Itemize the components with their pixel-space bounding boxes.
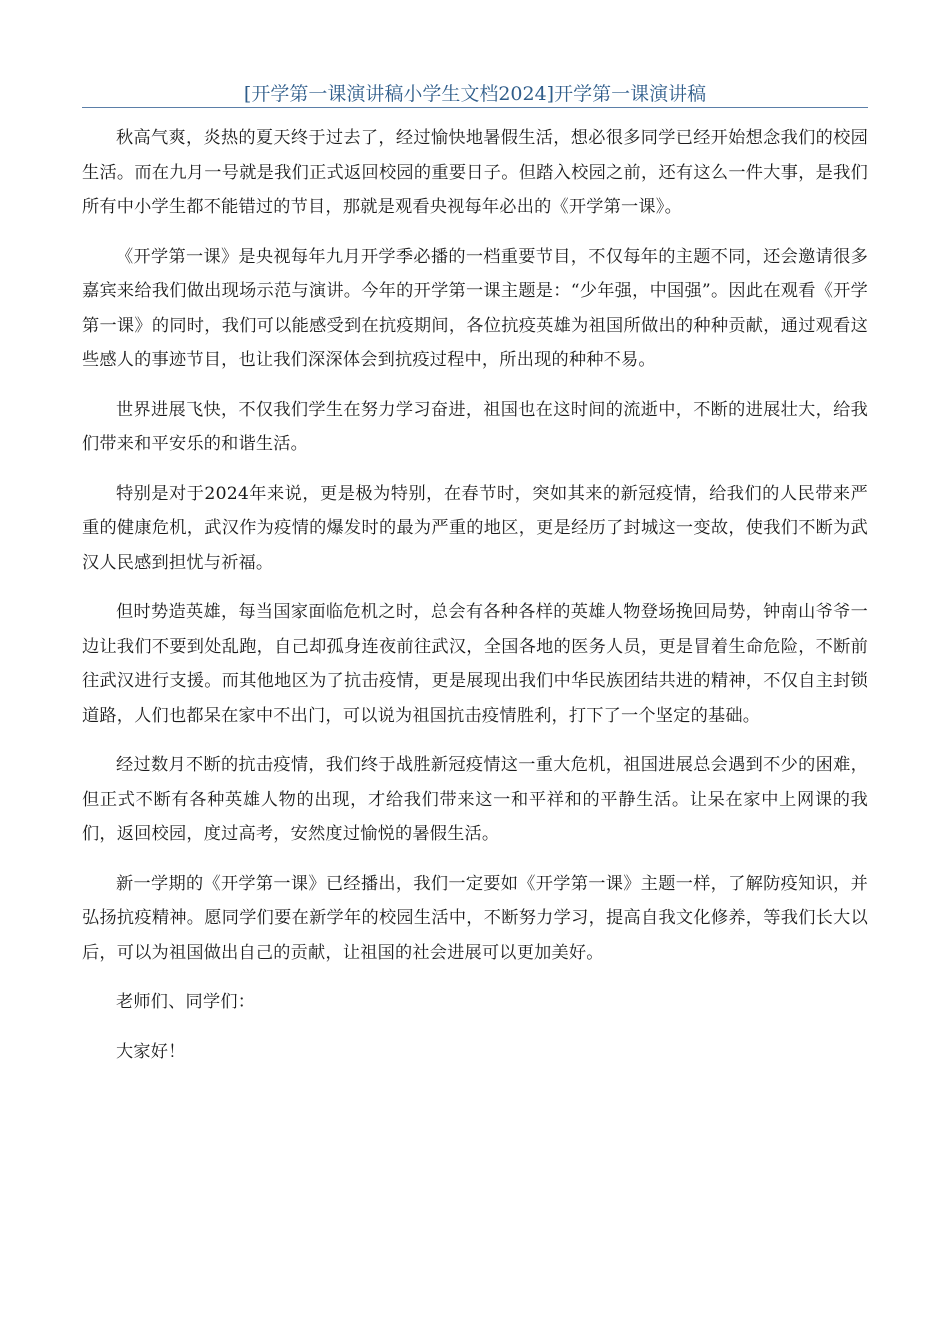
paragraph-heroes: 但时势造英雄，每当国家面临危机之时，总会有各种各样的英雄人物登场挽回局势，钟南山爷爷一边让我们不要到处乱跑，自己却孤身连夜前往武汉，全国各地的医务人员，更是冒着生命危险，不断前往武汉进行支援。而其他地区为了抗击疫情，更是展现出我们中华民族团结共进的精神，不仅自主封锁道路，人们也都呆在家中不出门，可以说为祖国抗击疫情胜利，打下了一个坚定的基础。 — [82, 602, 868, 726]
header-divider — [82, 107, 868, 108]
paragraph-salutation: 老师们、同学们： — [116, 992, 256, 1012]
document-body — [82, 121, 868, 1084]
paragraph-victory: 经过数月不断的抗击疫情，我们终于战胜新冠疫情这一重大危机，祖国进展总会遇到不少的困难，但正式不断有各种英雄人物的出现，才给我们带来这一和平祥和的平静生活。让呆在家中上网课的我们，返回校园，度过高考，安然度过愉悦的暑假生活。 — [82, 755, 868, 844]
paragraph-country-progress: 世界进展飞快，不仅我们学生在努力学习奋进，祖国也在这时间的流逝中，不断的进展壮大，给我们带来和平安乐的和谐生活。 — [82, 399, 868, 454]
paragraph-epidemic-2024: 特别是对于2024年来说，更是极为特别，在春节时，突如其来的新冠疫情，给我们的人民带来严重的健康危机，武汉作为疫情的爆发时的最为严重的地区，更是经历了封城这一变故，使我们不断为武汉人民感到担忧与祈福。 — [82, 483, 868, 573]
paragraph-greeting: 大家好！ — [116, 1041, 186, 1062]
paragraph-program-theme: 《开学第一课》是央视每年九月开学季必播的一档重要节目，不仅每年的主题不同，还会邀请很多嘉宾来给我们做出现场示范与演讲。今年的开学第一课主题是：“少年强，中国强”。因此在观看《开学第一课》的同时，我们可以能感受到在抗疫期间，各位抗疫英雄为祖国所做出的种种贡献，通过观看这些感人的事迹节目，也让我们深深体会到抗疫过程中，所出现的种种不易。 — [82, 246, 868, 370]
paragraph-intro: 秋高气爽，炎热的夏天终于过去了，经过愉快地暑假生活，想必很多同学已经开始想念我们的校园生活。而在九月一号就是我们正式返回校园的重要日子。但踏入校园之前，还有这么一件大事，是我们所有中小学生都不能错过的节目，那就是观看央视每年必出的《开学第一课》。 — [82, 128, 868, 217]
paragraph-new-semester: 新一学期的《开学第一课》已经播出，我们一定要如《开学第一课》主题一样，了解防疫知识，并弘扬抗疫精神。愿同学们要在新学年的校园生活中，不断努力学习，提高自我文化修养，等我们长大以后，可以为祖国做出自己的贡献，让祖国的社会进展可以更加美好。 — [82, 873, 868, 963]
page-header-title: [开学第一课演讲稿小学生文档2024]开学第一课演讲稿 — [243, 83, 707, 105]
